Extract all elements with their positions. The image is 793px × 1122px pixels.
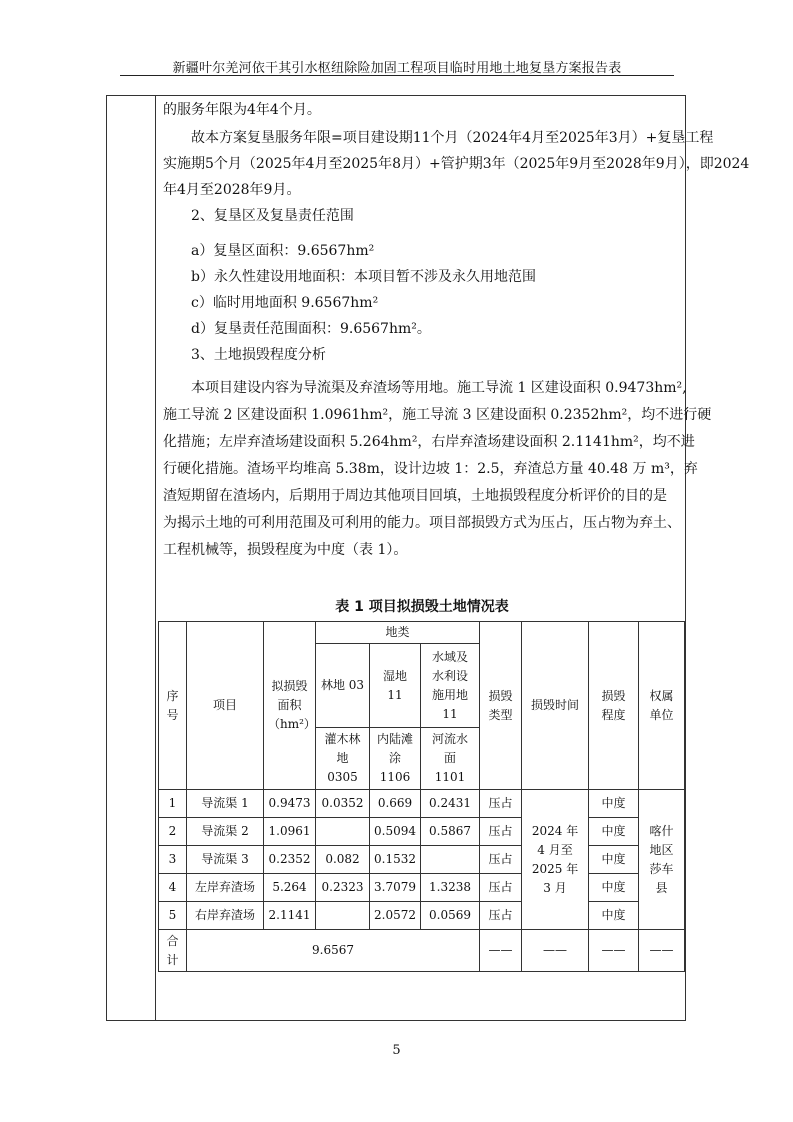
total-value: 9.6567 <box>187 930 480 972</box>
table-row <box>159 818 685 846</box>
left-label-column <box>107 96 156 1020</box>
cell-seq: 1 <box>159 790 187 818</box>
cell-shrub <box>316 902 370 930</box>
page-header-title: 新疆叶尔羌河依干其引水枢纽除险加固工程项目临时用地土地复垦方案报告表 <box>172 61 622 76</box>
cell-item: 导流渠 3 <box>187 846 264 874</box>
header-rule <box>120 75 674 76</box>
cell-river: 0.5867 <box>421 818 480 846</box>
cell-inland: 2.0572 <box>370 902 421 930</box>
text-line: d）复垦责任范围面积：9.6567hm²。 <box>191 321 431 337</box>
cell-degree: 中度 <box>589 790 639 818</box>
cell-item: 导流渠 2 <box>187 818 264 846</box>
text-line: 渣短期留在渣场内，后期用于周边其他项目回填，土地损毁程度分析评价的目的是 <box>163 488 667 504</box>
header-river: 河流水面 1101 <box>421 728 480 790</box>
header-owner: 权属单位 <box>639 622 685 790</box>
cell-type: 压占 <box>480 818 522 846</box>
total-dash-time: —— <box>522 930 589 972</box>
section-heading: 2、复垦区及复垦责任范围 <box>191 208 354 224</box>
cell-river <box>421 846 480 874</box>
header-area: 拟损毁面积（hm²） <box>264 622 316 790</box>
cell-area: 5.264 <box>264 874 316 902</box>
cell-seq: 2 <box>159 818 187 846</box>
text-line: 化措施；左岸弃渣场建设面积 5.264hm²，右岸弃渣场建设面积 2.1141hm²，均不进 <box>163 434 695 450</box>
total-label: 合计 <box>159 930 187 972</box>
cell-degree: 中度 <box>589 874 639 902</box>
cell-seq: 4 <box>159 874 187 902</box>
cell-seq: 3 <box>159 846 187 874</box>
cell-area: 0.2352 <box>264 846 316 874</box>
cell-river: 0.0569 <box>421 902 480 930</box>
header-wetland: 湿地 11 <box>370 644 421 728</box>
cell-river: 0.2431 <box>421 790 480 818</box>
table-row <box>159 874 685 902</box>
text-line: b）永久性建设用地面积：本项目暂不涉及永久用地范围 <box>191 269 536 285</box>
cell-damage-time-merged: 2024 年 4 月至 2025 年 3 月 <box>522 790 589 930</box>
table-row <box>159 902 685 930</box>
text-line: 行硬化措施。渣场平均堆高 5.38m，设计边坡 1：2.5，弃渣总方量 40.48 万 m³，弃 <box>163 461 698 477</box>
cell-seq: 5 <box>159 902 187 930</box>
header-damage-type: 损毁类型 <box>480 622 522 790</box>
header-damage-time: 损毁时间 <box>522 622 589 790</box>
cell-river: 1.3238 <box>421 874 480 902</box>
header-forest: 林地 03 <box>316 644 370 728</box>
header-seq: 序号 <box>159 622 187 790</box>
header-shrub: 灌木林地 0305 <box>316 728 370 790</box>
cell-shrub <box>316 818 370 846</box>
cell-area: 0.9473 <box>264 790 316 818</box>
cell-area: 1.0961 <box>264 818 316 846</box>
text-line: 工程机械等，损毁程度为中度（表 1）。 <box>163 542 408 558</box>
cell-inland: 0.669 <box>370 790 421 818</box>
table-row <box>159 790 685 818</box>
cell-item: 导流渠 1 <box>187 790 264 818</box>
text-line: 年4月至2028年9月。 <box>163 182 301 198</box>
section-heading: 3、土地损毁程度分析 <box>191 347 326 363</box>
text-line: a）复垦区面积：9.6567hm² <box>191 243 375 259</box>
cell-item: 右岸弃渣场 <box>187 902 264 930</box>
cell-type: 压占 <box>480 790 522 818</box>
table-caption: 表 1 项目拟损毁土地情况表 <box>335 599 509 615</box>
cell-shrub: 0.0352 <box>316 790 370 818</box>
cell-type: 压占 <box>480 874 522 902</box>
header-land-type: 地类 <box>316 622 480 644</box>
text-line: 的服务年限为4年4个月。 <box>163 102 321 118</box>
cell-inland: 0.5094 <box>370 818 421 846</box>
table-row <box>159 846 685 874</box>
text-line: 为揭示土地的可利用范围及可利用的能力。项目部损毁方式为压占，压占物为弃土、 <box>163 515 681 531</box>
page-number: 5 <box>392 1043 401 1058</box>
cell-degree: 中度 <box>589 846 639 874</box>
text-line: 故本方案复垦服务年限=项目建设期11个月（2024年4月至2025年3月）+复垦工程 <box>191 130 714 146</box>
total-dash-owner: —— <box>639 930 685 972</box>
text-line: 实施期5个月（2025年4月至2025年8月）+管护期3年（2025年9月至2028年9月），即2024 <box>163 156 750 172</box>
cell-inland: 3.7079 <box>370 874 421 902</box>
cell-type: 压占 <box>480 902 522 930</box>
cell-owner-merged: 喀什地区莎车县 <box>639 790 685 930</box>
table-total-row <box>159 930 685 972</box>
text-line: c）临时用地面积 9.6567hm² <box>191 295 379 311</box>
header-item: 项目 <box>187 622 264 790</box>
cell-area: 2.1141 <box>264 902 316 930</box>
cell-item: 左岸弃渣场 <box>187 874 264 902</box>
cell-shrub: 0.2323 <box>316 874 370 902</box>
cell-degree: 中度 <box>589 902 639 930</box>
land-damage-table <box>158 621 685 972</box>
cell-degree: 中度 <box>589 818 639 846</box>
cell-type: 压占 <box>480 846 522 874</box>
cell-shrub: 0.082 <box>316 846 370 874</box>
total-dash-degree: —— <box>589 930 639 972</box>
header-damage-degree: 损毁程度 <box>589 622 639 790</box>
text-line: 施工导流 2 区建设面积 1.0961hm²，施工导流 3 区建设面积 0.2352hm²，均不进行硬 <box>163 407 712 423</box>
text-line: 本项目建设内容为导流渠及弃渣场等用地。施工导流 1 区建设面积 0.9473hm², <box>191 380 687 396</box>
header-inland: 内陆滩涂 1106 <box>370 728 421 790</box>
total-dash-type: —— <box>480 930 522 972</box>
cell-inland: 0.1532 <box>370 846 421 874</box>
header-water: 水域及水利设施用地 11 <box>421 644 480 728</box>
